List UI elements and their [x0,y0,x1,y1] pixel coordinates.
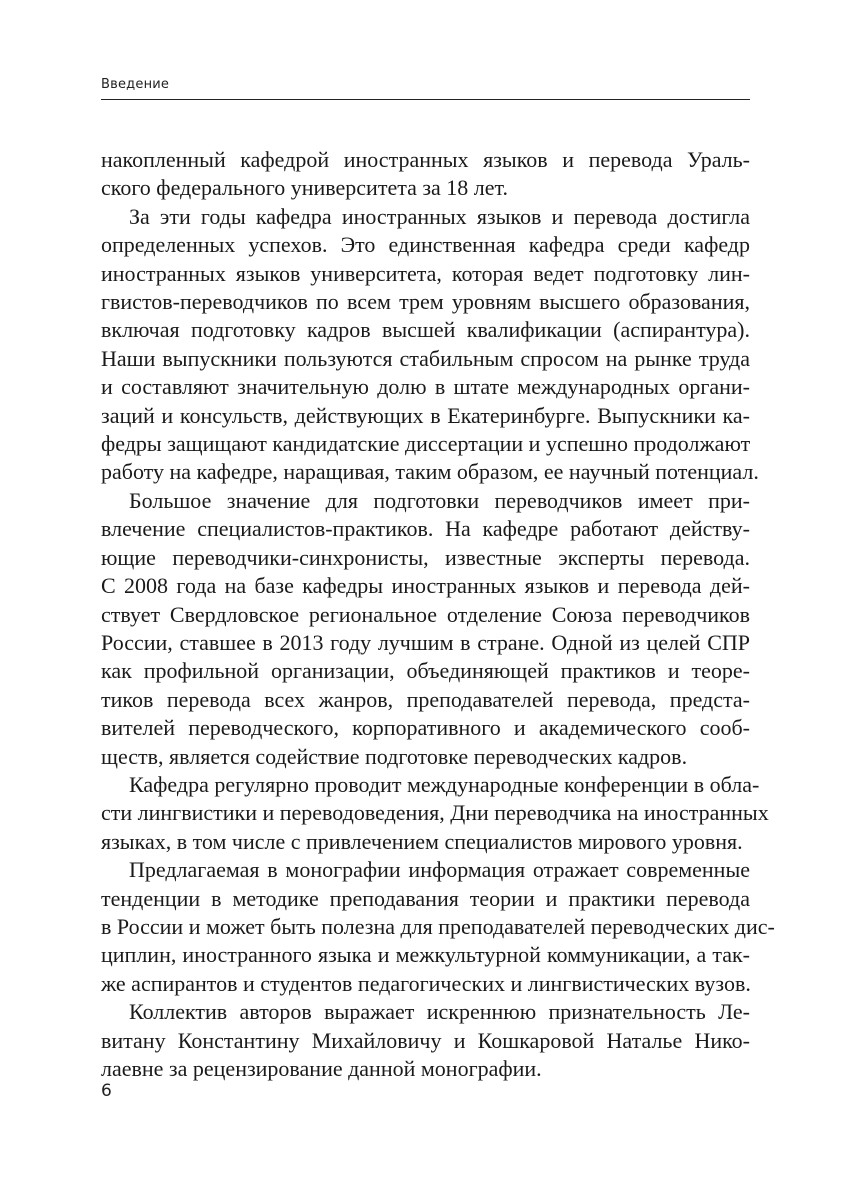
text-line: влечение специалистов-практиков. На кафедре работают действу- [101,516,750,542]
text-line: федры защищают кандидатские диссертации и успешно продолжают [101,431,751,457]
text-line: включая подготовку кадров высшей квалификации (аспирантура). [101,317,750,343]
text-line: вителей переводческого, корпоративного и академического сооб- [101,715,750,741]
text-line: определенных успехов. Это единственная кафедра среди кафедр [101,232,750,258]
paragraph [101,487,750,771]
text-line: накопленный кафедрой иностранных языков и перевода Ураль- [101,147,750,172]
text-line: За эти годы кафедра иностранных языков и перевода достигла [129,203,750,229]
text-line: в России и может быть полезна для преподавателей переводческих дис- [101,913,775,939]
text-line: и составляют значительную долю в штате международных органи- [101,374,750,400]
text-line: Наши выпускники пользуются стабильным спросом на рынке труда [101,345,750,371]
page-number: 6 [101,1081,112,1101]
text-line: заций и консульств, действующих в Екатеринбурге. Выпускники ка- [101,402,750,428]
paragraph [101,856,775,998]
text-line: витану Константину Михайловичу и Кошкаровой Наталье Нико- [101,1027,750,1053]
running-header: Введение [101,77,170,92]
text-line: России, ставшее в 2013 году лучшим в стране. Одной из целей СПР [101,629,750,655]
text-line: ского федерального университета за 18 лет. [101,175,509,201]
text-line: Большое значение для подготовки переводчиков имеет при- [129,487,750,513]
text-line: Предлагаемая в монографии информация отражает современные [129,857,750,883]
text-line: как профильной организации, объединяющей практиков и теоре- [101,658,750,684]
text-line: ющие переводчики-синхронисты, известные эксперты перевода. [101,544,750,570]
text-line: сти лингвистики и переводоведения, Дни переводчика на иностранных [101,800,769,826]
text-line: ществ, является содействие подготовке переводческих кадров. [101,743,688,769]
text-line: тенденции в методике преподавания теории и практики перевода [101,885,750,911]
text-line: языках, в том числе с привлечением специалистов мирового уровня. [101,828,743,854]
text-line: ствует Свердловское региональное отделение Союза переводчиков [101,601,750,627]
text-line: гвистов-переводчиков по всем трем уровням высшего образования, [101,289,750,315]
text-line: лаевне за рецензирование данной монографии. [101,1056,542,1081]
paragraph [101,146,750,203]
text-line: циплин, иностранного языка и межкультурной коммуникации, а так- [101,942,750,968]
header-divider [101,99,750,100]
text-line: работу на кафедре, наращивая, таким образом, ее научный потенциал. [101,459,759,485]
paragraph [101,203,759,487]
text-line: С 2008 года на базе кафедры иностранных языков и перевода дей- [101,573,750,599]
text-line: же аспирантов и студентов педагогических и лингвистических вузов. [101,970,751,996]
page-body [101,146,775,1083]
text-line: тиков перевода всех жанров, преподавателей перевода, предста- [101,686,750,712]
text-line: Кафедра регулярно проводит международные конференции в обла- [129,771,760,797]
text-line: Коллектив авторов выражает искреннюю признательность Ле- [129,999,750,1025]
text-line: иностранных языков университета, которая ведет подготовку лин- [101,260,750,286]
paragraph [101,771,769,856]
paragraph [101,998,750,1083]
